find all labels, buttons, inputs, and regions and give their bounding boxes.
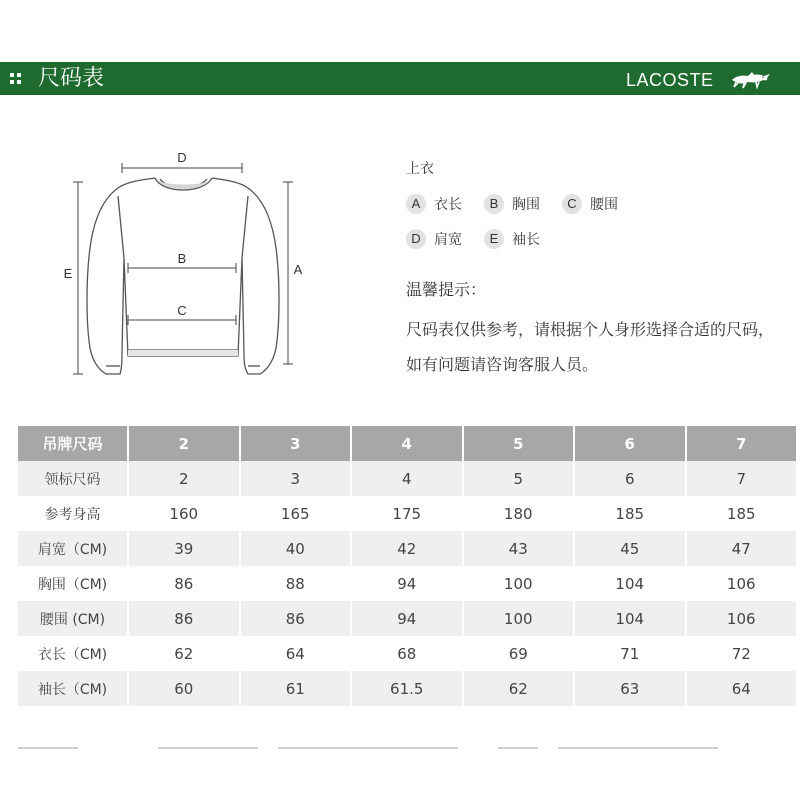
diagram-label-b: B bbox=[177, 251, 187, 266]
table-cell: 104 bbox=[574, 566, 686, 601]
table-cell: 64 bbox=[240, 636, 352, 671]
cropped-text-line bbox=[18, 744, 738, 752]
tip-title: 温馨提示： bbox=[406, 280, 487, 299]
legend-heading: 上衣 bbox=[406, 161, 434, 177]
table-cell: 94 bbox=[351, 601, 463, 636]
legend-item-c bbox=[562, 194, 630, 214]
table-row bbox=[18, 566, 797, 601]
legend-key-b: B bbox=[484, 194, 504, 214]
table-cell: 165 bbox=[240, 496, 352, 531]
table-cell: 4 bbox=[351, 461, 463, 496]
brand-logo-text: LACOSTE bbox=[626, 70, 714, 90]
table-header-cell: 7 bbox=[686, 426, 798, 461]
diagram-label-c: C bbox=[177, 303, 187, 318]
table-cell: 63 bbox=[574, 671, 686, 706]
legend-row-2 bbox=[406, 229, 562, 249]
table-row-label: 领标尺码 bbox=[18, 461, 128, 496]
table-cell: 106 bbox=[686, 566, 798, 601]
table-header-row bbox=[18, 426, 797, 461]
table-cell: 86 bbox=[240, 601, 352, 636]
table-cell: 160 bbox=[128, 496, 240, 531]
sweater-measurement-diagram bbox=[60, 148, 320, 384]
size-table bbox=[18, 426, 798, 706]
table-cell: 7 bbox=[686, 461, 798, 496]
table-cell: 62 bbox=[463, 671, 575, 706]
sweater-outline bbox=[87, 178, 279, 374]
table-header-cell: 4 bbox=[351, 426, 463, 461]
legend-key-a: A bbox=[406, 194, 426, 214]
table-cell: 61.5 bbox=[351, 671, 463, 706]
table-cell: 2 bbox=[128, 461, 240, 496]
table-cell: 185 bbox=[686, 496, 798, 531]
table-cell: 180 bbox=[463, 496, 575, 531]
legend-label-a: 衣长 bbox=[434, 197, 462, 213]
table-cell: 47 bbox=[686, 531, 798, 566]
table-cell: 64 bbox=[686, 671, 798, 706]
legend-item-a bbox=[406, 194, 474, 214]
table-row-label: 胸围（CM) bbox=[18, 566, 128, 601]
crocodile-logo-icon bbox=[730, 68, 772, 90]
table-cell: 61 bbox=[240, 671, 352, 706]
header-bar bbox=[0, 62, 800, 95]
legend-label-d: 肩宽 bbox=[434, 232, 462, 248]
table-cell: 106 bbox=[686, 601, 798, 636]
tip-text: 尺码表仅供参考，请根据个人身形选择合适的尺码，如有问题请咨询客服人员。 bbox=[406, 320, 775, 374]
table-header-cell: 吊牌尺码 bbox=[18, 426, 128, 461]
legend-key-d: D bbox=[406, 229, 426, 249]
diagram-label-a: A bbox=[293, 262, 303, 277]
table-cell: 62 bbox=[128, 636, 240, 671]
legend-row-1 bbox=[406, 194, 640, 214]
legend-label-c: 腰围 bbox=[590, 197, 618, 213]
table-cell: 68 bbox=[351, 636, 463, 671]
table-cell: 94 bbox=[351, 566, 463, 601]
legend-label-b: 胸围 bbox=[512, 197, 540, 213]
table-row bbox=[18, 636, 797, 671]
table-row bbox=[18, 601, 797, 636]
page-title: 尺码表 bbox=[38, 66, 105, 91]
diagram-label-d: D bbox=[177, 150, 187, 165]
table-row-label: 参考身高 bbox=[18, 496, 128, 531]
table-cell: 86 bbox=[128, 601, 240, 636]
table-row-label: 衣长（CM) bbox=[18, 636, 128, 671]
table-cell: 60 bbox=[128, 671, 240, 706]
table-cell: 43 bbox=[463, 531, 575, 566]
grid-dots-icon bbox=[10, 72, 22, 86]
table-cell: 69 bbox=[463, 636, 575, 671]
table-cell: 100 bbox=[463, 566, 575, 601]
table-cell: 39 bbox=[128, 531, 240, 566]
table-row-label: 袖长（CM) bbox=[18, 671, 128, 706]
table-cell: 104 bbox=[574, 601, 686, 636]
table-row bbox=[18, 496, 797, 531]
table-row bbox=[18, 671, 797, 706]
table-cell: 72 bbox=[686, 636, 798, 671]
legend-item-d bbox=[406, 229, 474, 249]
legend-key-c: C bbox=[562, 194, 582, 214]
table-cell: 6 bbox=[574, 461, 686, 496]
table-cell: 185 bbox=[574, 496, 686, 531]
table-cell: 3 bbox=[240, 461, 352, 496]
table-header-cell: 3 bbox=[240, 426, 352, 461]
table-row bbox=[18, 531, 797, 566]
table-cell: 88 bbox=[240, 566, 352, 601]
table-cell: 5 bbox=[463, 461, 575, 496]
legend-key-e: E bbox=[484, 229, 504, 249]
table-cell: 45 bbox=[574, 531, 686, 566]
table-header-cell: 2 bbox=[128, 426, 240, 461]
diagram-label-e: E bbox=[63, 266, 73, 281]
table-row-label: 腰围 (CM) bbox=[18, 601, 128, 636]
legend-item-e bbox=[484, 229, 552, 249]
table-cell: 71 bbox=[574, 636, 686, 671]
table-cell: 42 bbox=[351, 531, 463, 566]
table-cell: 100 bbox=[463, 601, 575, 636]
table-row bbox=[18, 461, 797, 496]
legend-item-b bbox=[484, 194, 552, 214]
legend-label-e: 袖长 bbox=[512, 232, 540, 248]
table-row-label: 肩宽（CM) bbox=[18, 531, 128, 566]
table-header-cell: 6 bbox=[574, 426, 686, 461]
table-header-cell: 5 bbox=[463, 426, 575, 461]
table-cell: 40 bbox=[240, 531, 352, 566]
table-cell: 175 bbox=[351, 496, 463, 531]
table-cell: 86 bbox=[128, 566, 240, 601]
